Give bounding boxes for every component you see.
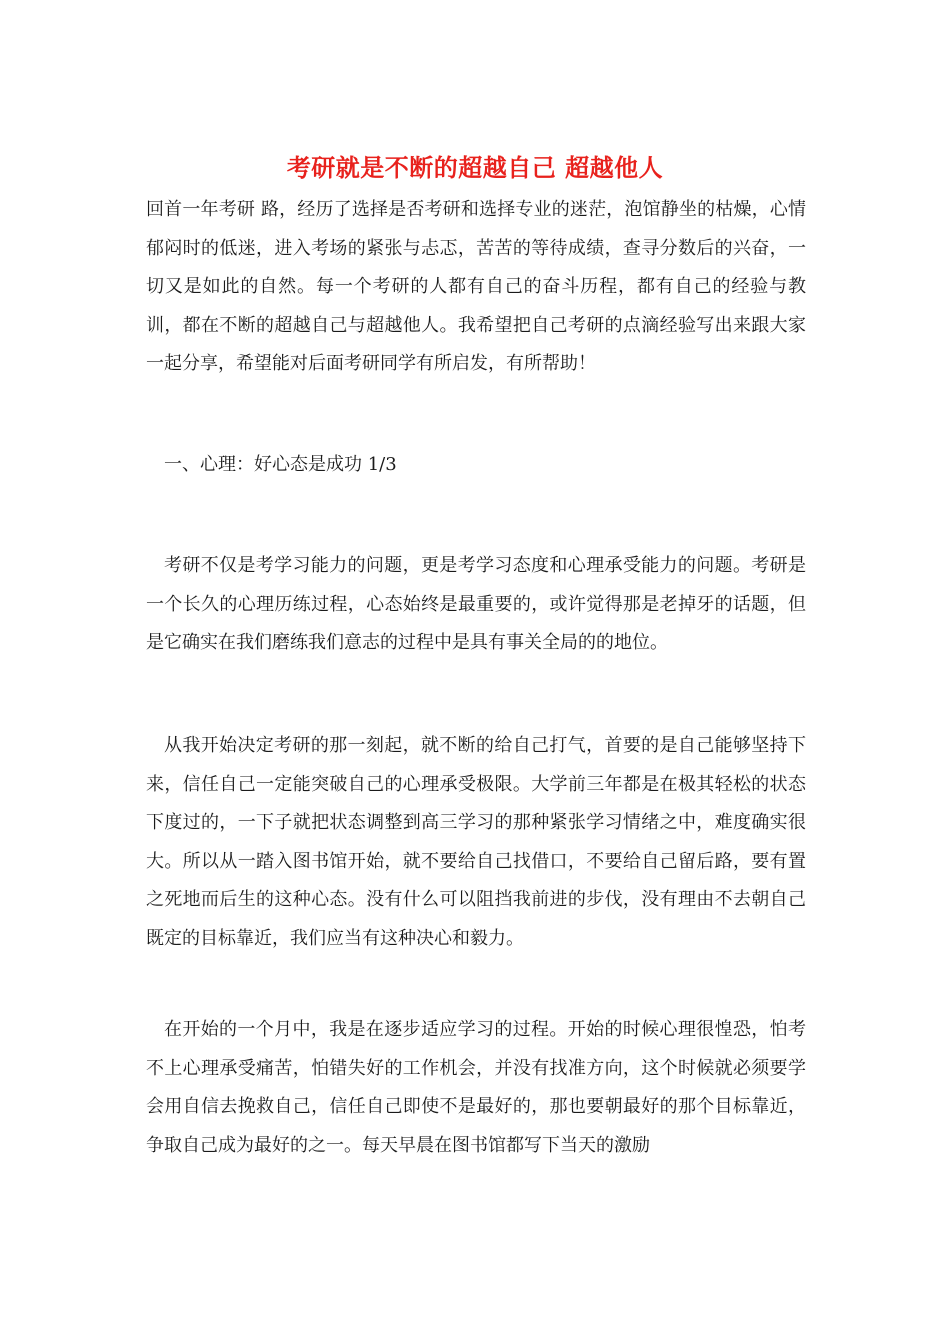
body-paragraph-3: 在开始的一个月中，我是在逐步适应学习的过程。开始的时候心理很惶恐，怕考不上心理承受痛苦，怕错失好的工作机会，并没有找准方向，这个时候就必须要学会用自信去挽救自己，信任自己即使不是最好的，那也要朝最好的那个目标靠近，争取自己成为最好的之一。每天早晨在图书馆都写下当天的激励	[146, 1019, 806, 1156]
document-title: 考研就是不断的超越自己 超越他人	[286, 153, 664, 182]
body-paragraph-1: 考研不仅是考学习能力的问题，更是考学习态度和心理承受能力的问题。考研是一个长久的心理历练过程，心态始终是最重要的，或许觉得那是老掉牙的话题，但是它确实在我们磨练我们意志的过程中是具有事关全局的的地位。	[146, 555, 806, 653]
body-paragraph-2: 从我开始决定考研的那一刻起，就不断的给自己打气，首要的是自己能够坚持下来，信任自己一定能突破自己的心理承受极限。大学前三年都是在极其轻松的状态下度过的，一下子就把状态调整到高三学习的那种紧张学习情绪之中，难度确实很大。所以从一踏入图书馆开始，就不要给自己找借口，不要给自己留后路，要有置之死地而后生的这种心态。没有什么可以阻挡我前进的步伐，没有理由不去朝自己既定的目标靠近，我们应当有这种决心和毅力。	[146, 735, 806, 949]
intro-paragraph: 回首一年考研 路，经历了选择是否考研和选择专业的迷茫，泡馆静坐的枯燥，心情郁闷时的低迷，进入考场的紧张与忐忑，苦苦的等待成绩，查寻分数后的兴奋，一切又是如此的自然。每一个考研的人都有自己的奋斗历程，都有自己的经验与教训，都在不断的超越自己与超越他人。我希望把自己考研的点滴经验写出来跟大家一起分享，希望能对后面考研同学有所启发，有所帮助！	[146, 199, 806, 374]
section-heading: 一、心理：好心态是成功 1/3	[164, 454, 397, 475]
